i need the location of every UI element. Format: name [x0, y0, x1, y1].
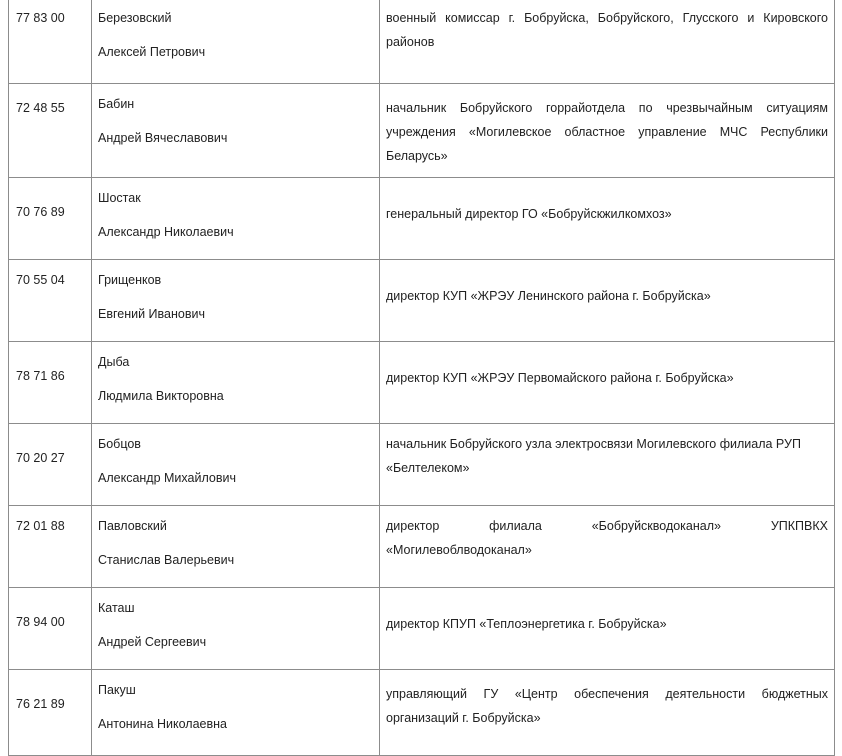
surname: Каташ: [98, 601, 135, 615]
position-text: директор филиала «Бобруйскводоканал» УПКПВКХ «Могилевоблводоканал»: [386, 519, 828, 557]
position-cell: [380, 670, 835, 756]
given-names: Александр Михайлович: [98, 471, 236, 485]
position-cell: [380, 260, 835, 342]
phone-number: 72 48 55: [16, 101, 65, 115]
given-names: Александр Николаевич: [98, 225, 234, 239]
table-row: [9, 178, 835, 260]
phone-cell: [9, 0, 92, 84]
given-names: Андрей Сергеевич: [98, 635, 207, 649]
name-cell: [92, 424, 380, 506]
position-cell: [380, 588, 835, 670]
surname: Пакуш: [98, 683, 136, 697]
surname: Березовский: [98, 11, 172, 25]
position-text: генеральный директор ГО «Бобруйскжилкомхоз»: [386, 207, 672, 221]
position-cell: [380, 0, 835, 84]
position-text: управляющий ГУ «Центр обеспечения деятельности бюджетных организаций г. Бобруйска»: [386, 687, 828, 725]
given-names: Евгений Иванович: [98, 307, 205, 321]
phone-cell: [9, 588, 92, 670]
phone-number: 72 01 88: [16, 519, 65, 533]
name-cell: [92, 178, 380, 260]
phone-number: 76 21 89: [16, 697, 65, 711]
name-cell: [92, 506, 380, 588]
surname: Шостак: [98, 191, 141, 205]
surname: Павловский: [98, 519, 167, 533]
phone-number: 77 83 00: [16, 11, 65, 25]
position-cell: [380, 342, 835, 424]
phone-cell: [9, 424, 92, 506]
name-cell: [92, 0, 380, 84]
phone-cell: [9, 260, 92, 342]
phone-cell: [9, 178, 92, 260]
phone-cell: [9, 670, 92, 756]
table-row: [9, 588, 835, 670]
position-cell: [380, 424, 835, 506]
phone-number: 70 76 89: [16, 205, 65, 219]
phone-cell: [9, 506, 92, 588]
surname: Бабин: [98, 97, 135, 111]
name-cell: [92, 588, 380, 670]
given-names: Людмила Викторовна: [98, 389, 224, 403]
name-cell: [92, 260, 380, 342]
table-row: [9, 0, 835, 84]
phone-cell: [9, 342, 92, 424]
position-text: директор КУП «ЖРЭУ Ленинского района г. Бобруйска»: [386, 289, 711, 303]
phone-number: 78 94 00: [16, 615, 65, 629]
name-cell: [92, 342, 380, 424]
name-cell: [92, 84, 380, 178]
given-names: Алексей Петрович: [98, 45, 206, 59]
position-text: начальник Бобруйского узла электросвязи Могилевского филиала РУП «Белтелеком»: [386, 437, 801, 475]
surname: Бобцов: [98, 437, 141, 451]
position-text: начальник Бобруйского горрайотдела по чрезвычайным ситуациям учреждения «Могилевское областное управление МЧС Республики Беларусь»: [386, 101, 828, 163]
position-text: военный комиссар г. Бобруйска, Бобруйского, Глусского и Кировского районов: [386, 11, 828, 49]
table-row: [9, 84, 835, 178]
table-row: [9, 424, 835, 506]
name-cell: [92, 670, 380, 756]
surname: Дыба: [98, 355, 130, 369]
table-row: [9, 342, 835, 424]
contacts-table: [8, 0, 835, 756]
surname: Грищенков: [98, 273, 162, 287]
position-text: директор КУП «ЖРЭУ Первомайского района г. Бобруйска»: [386, 371, 734, 385]
phone-number: 78 71 86: [16, 369, 65, 383]
phone-number: 70 20 27: [16, 451, 65, 465]
position-text: директор КПУП «Теплоэнергетика г. Бобруйска»: [386, 617, 667, 631]
given-names: Андрей Вячеславович: [98, 131, 228, 145]
phone-cell: [9, 84, 92, 178]
position-cell: [380, 506, 835, 588]
table-row: [9, 670, 835, 756]
phone-number: 70 55 04: [16, 273, 65, 287]
position-cell: [380, 84, 835, 178]
position-cell: [380, 178, 835, 260]
table-row: [9, 506, 835, 588]
given-names: Антонина Николаевна: [98, 717, 227, 731]
given-names: Станислав Валерьевич: [98, 553, 235, 567]
table-row: [9, 260, 835, 342]
